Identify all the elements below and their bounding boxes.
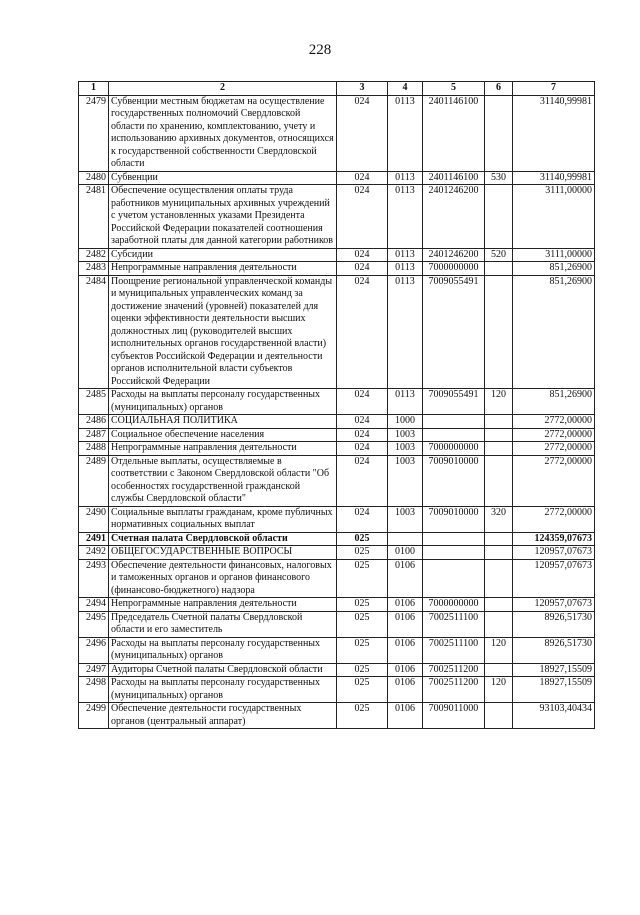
table-row bbox=[79, 546, 595, 560]
row-name: Расходы на выплаты персоналу государственных (муниципальных) органов bbox=[109, 677, 337, 703]
row-target-code: 2401146100 bbox=[423, 95, 485, 171]
row-section-code: 0106 bbox=[388, 637, 423, 663]
row-name: Субвенции bbox=[109, 171, 337, 185]
row-number: 2495 bbox=[79, 611, 109, 637]
table-row bbox=[79, 677, 595, 703]
row-target-code: 7002511100 bbox=[423, 611, 485, 637]
row-name: СОЦИАЛЬНАЯ ПОЛИТИКА bbox=[109, 415, 337, 429]
row-ministry-code: 024 bbox=[337, 185, 388, 249]
row-amount: 2772,00000 bbox=[513, 455, 595, 506]
row-name: Субсидии bbox=[109, 248, 337, 262]
row-ministry-code: 024 bbox=[337, 262, 388, 276]
row-name: Расходы на выплаты персоналу государственных (муниципальных) органов bbox=[109, 389, 337, 415]
row-section-code: 0106 bbox=[388, 611, 423, 637]
table-row bbox=[79, 506, 595, 532]
table-row bbox=[79, 598, 595, 612]
row-amount: 120957,07673 bbox=[513, 546, 595, 560]
table-row bbox=[79, 415, 595, 429]
row-target-code bbox=[423, 428, 485, 442]
row-target-code bbox=[423, 532, 485, 546]
table-row bbox=[79, 262, 595, 276]
row-number: 2482 bbox=[79, 248, 109, 262]
row-amount: 3111,00000 bbox=[513, 248, 595, 262]
table-row bbox=[79, 389, 595, 415]
row-section-code: 0106 bbox=[388, 677, 423, 703]
row-ministry-code: 025 bbox=[337, 546, 388, 560]
row-section-code: 0113 bbox=[388, 262, 423, 276]
row-ministry-code: 024 bbox=[337, 455, 388, 506]
row-target-code bbox=[423, 559, 485, 598]
table-row bbox=[79, 185, 595, 249]
row-expense-type-code: 120 bbox=[485, 637, 513, 663]
row-ministry-code: 025 bbox=[337, 532, 388, 546]
row-amount: 8926,51730 bbox=[513, 611, 595, 637]
row-section-code: 1003 bbox=[388, 442, 423, 456]
row-ministry-code: 025 bbox=[337, 559, 388, 598]
row-section-code: 1003 bbox=[388, 506, 423, 532]
row-ministry-code: 024 bbox=[337, 442, 388, 456]
row-number: 2481 bbox=[79, 185, 109, 249]
row-target-code: 7000000000 bbox=[423, 598, 485, 612]
column-header: 6 bbox=[485, 82, 513, 96]
row-expense-type-code bbox=[485, 262, 513, 276]
row-target-code: 7009011000 bbox=[423, 703, 485, 729]
table-header-row bbox=[79, 82, 595, 96]
row-amount: 2772,00000 bbox=[513, 506, 595, 532]
row-target-code: 7000000000 bbox=[423, 442, 485, 456]
table-row bbox=[79, 95, 595, 171]
row-amount: 851,26900 bbox=[513, 262, 595, 276]
row-name: Субвенции местным бюджетам на осуществление государственных полномочий Свердловской области по хранению, комплектованию, учету и использованию архивных документов, относящихся к государственной собственности Свердловской области bbox=[109, 95, 337, 171]
table-row bbox=[79, 428, 595, 442]
row-section-code: 0113 bbox=[388, 389, 423, 415]
row-amount: 2772,00000 bbox=[513, 428, 595, 442]
table-row bbox=[79, 559, 595, 598]
row-section-code: 1003 bbox=[388, 428, 423, 442]
row-target-code: 2401246200 bbox=[423, 185, 485, 249]
row-section-code: 1003 bbox=[388, 455, 423, 506]
row-expense-type-code bbox=[485, 185, 513, 249]
column-header: 3 bbox=[337, 82, 388, 96]
row-number: 2485 bbox=[79, 389, 109, 415]
row-expense-type-code: 520 bbox=[485, 248, 513, 262]
row-ministry-code: 025 bbox=[337, 598, 388, 612]
row-number: 2499 bbox=[79, 703, 109, 729]
row-expense-type-code: 530 bbox=[485, 171, 513, 185]
row-expense-type-code: 120 bbox=[485, 677, 513, 703]
row-name: Счетная палата Свердловской области bbox=[109, 532, 337, 546]
row-number: 2479 bbox=[79, 95, 109, 171]
table-row bbox=[79, 703, 595, 729]
table-row bbox=[79, 455, 595, 506]
row-name: Обеспечение деятельности государственных органов (центральный аппарат) bbox=[109, 703, 337, 729]
table-row bbox=[79, 442, 595, 456]
row-number: 2492 bbox=[79, 546, 109, 560]
row-section-code: 0106 bbox=[388, 703, 423, 729]
row-name: Обеспечение осуществления оплаты труда работников муниципальных архивных учреждений с учетом установленных указами Президента Российской Федерации показателей соотношения заработной платы для данной категории работников bbox=[109, 185, 337, 249]
row-section-code: 0113 bbox=[388, 248, 423, 262]
row-section-code: 1000 bbox=[388, 415, 423, 429]
row-amount: 31140,99981 bbox=[513, 95, 595, 171]
row-ministry-code: 024 bbox=[337, 506, 388, 532]
row-number: 2488 bbox=[79, 442, 109, 456]
row-amount: 120957,07673 bbox=[513, 559, 595, 598]
row-name: Аудиторы Счетной палаты Свердловской области bbox=[109, 663, 337, 677]
row-ministry-code: 025 bbox=[337, 637, 388, 663]
row-amount: 851,26900 bbox=[513, 275, 595, 389]
budget-table bbox=[78, 81, 595, 729]
row-number: 2494 bbox=[79, 598, 109, 612]
row-amount: 93103,40434 bbox=[513, 703, 595, 729]
row-target-code: 7009010000 bbox=[423, 506, 485, 532]
row-name: Непрограммные направления деятельности bbox=[109, 262, 337, 276]
row-ministry-code: 025 bbox=[337, 677, 388, 703]
row-number: 2496 bbox=[79, 637, 109, 663]
row-expense-type-code bbox=[485, 559, 513, 598]
row-section-code: 0106 bbox=[388, 598, 423, 612]
row-amount: 31140,99981 bbox=[513, 171, 595, 185]
row-ministry-code: 025 bbox=[337, 611, 388, 637]
row-amount: 124359,07673 bbox=[513, 532, 595, 546]
row-ministry-code: 025 bbox=[337, 703, 388, 729]
row-target-code: 7002511200 bbox=[423, 663, 485, 677]
row-amount: 18927,15509 bbox=[513, 677, 595, 703]
row-expense-type-code bbox=[485, 428, 513, 442]
table-row bbox=[79, 275, 595, 389]
row-expense-type-code bbox=[485, 598, 513, 612]
row-amount: 851,26900 bbox=[513, 389, 595, 415]
row-ministry-code: 024 bbox=[337, 248, 388, 262]
table-row bbox=[79, 248, 595, 262]
row-expense-type-code bbox=[485, 275, 513, 389]
row-target-code: 7002511100 bbox=[423, 637, 485, 663]
row-number: 2489 bbox=[79, 455, 109, 506]
row-section-code: 0106 bbox=[388, 663, 423, 677]
row-expense-type-code bbox=[485, 442, 513, 456]
row-ministry-code: 024 bbox=[337, 389, 388, 415]
row-section-code: 0113 bbox=[388, 185, 423, 249]
row-ministry-code: 024 bbox=[337, 95, 388, 171]
row-expense-type-code bbox=[485, 415, 513, 429]
row-number: 2480 bbox=[79, 171, 109, 185]
column-header: 5 bbox=[423, 82, 485, 96]
row-name: Социальное обеспечение населения bbox=[109, 428, 337, 442]
row-target-code: 7000000000 bbox=[423, 262, 485, 276]
row-expense-type-code: 120 bbox=[485, 389, 513, 415]
row-amount: 18927,15509 bbox=[513, 663, 595, 677]
row-ministry-code: 025 bbox=[337, 663, 388, 677]
row-amount: 120957,07673 bbox=[513, 598, 595, 612]
row-target-code bbox=[423, 546, 485, 560]
row-ministry-code: 024 bbox=[337, 275, 388, 389]
column-header: 1 bbox=[79, 82, 109, 96]
column-header: 2 bbox=[109, 82, 337, 96]
row-number: 2497 bbox=[79, 663, 109, 677]
page-number: 228 bbox=[308, 42, 332, 58]
row-target-code bbox=[423, 415, 485, 429]
table-row bbox=[79, 611, 595, 637]
row-name: Отдельные выплаты, осуществляемые в соответствии с Законом Свердловской области "Об особенностях государственной гражданской службы Свердловской области" bbox=[109, 455, 337, 506]
column-header: 7 bbox=[513, 82, 595, 96]
row-name: Председатель Счетной палаты Свердловской области и его заместитель bbox=[109, 611, 337, 637]
row-expense-type-code bbox=[485, 703, 513, 729]
row-expense-type-code bbox=[485, 455, 513, 506]
row-section-code: 0113 bbox=[388, 275, 423, 389]
row-number: 2484 bbox=[79, 275, 109, 389]
row-number: 2490 bbox=[79, 506, 109, 532]
table-row bbox=[79, 171, 595, 185]
row-name: Обеспечение деятельности финансовых, налоговых и таможенных органов и органов финансового (финансово-бюджетного) надзора bbox=[109, 559, 337, 598]
table-row bbox=[79, 637, 595, 663]
row-name: Непрограммные направления деятельности bbox=[109, 598, 337, 612]
row-ministry-code: 024 bbox=[337, 415, 388, 429]
row-target-code: 2401246200 bbox=[423, 248, 485, 262]
row-name: ОБЩЕГОСУДАРСТВЕННЫЕ ВОПРОСЫ bbox=[109, 546, 337, 560]
row-target-code: 7009055491 bbox=[423, 389, 485, 415]
row-section-code: 0106 bbox=[388, 559, 423, 598]
row-expense-type-code bbox=[485, 611, 513, 637]
row-target-code: 2401146100 bbox=[423, 171, 485, 185]
row-section-code: 0113 bbox=[388, 171, 423, 185]
row-section-code: 0100 bbox=[388, 546, 423, 560]
table-row bbox=[79, 663, 595, 677]
row-section-code: 0113 bbox=[388, 95, 423, 171]
row-amount: 2772,00000 bbox=[513, 442, 595, 456]
row-target-code: 7009010000 bbox=[423, 455, 485, 506]
row-name: Непрограммные направления деятельности bbox=[109, 442, 337, 456]
row-number: 2491 bbox=[79, 532, 109, 546]
row-name: Социальные выплаты гражданам, кроме публичных нормативных социальных выплат bbox=[109, 506, 337, 532]
row-expense-type-code bbox=[485, 663, 513, 677]
row-expense-type-code bbox=[485, 95, 513, 171]
column-header: 4 bbox=[388, 82, 423, 96]
row-ministry-code: 024 bbox=[337, 428, 388, 442]
row-expense-type-code bbox=[485, 532, 513, 546]
row-expense-type-code bbox=[485, 546, 513, 560]
row-number: 2483 bbox=[79, 262, 109, 276]
row-number: 2498 bbox=[79, 677, 109, 703]
row-expense-type-code: 320 bbox=[485, 506, 513, 532]
row-amount: 3111,00000 bbox=[513, 185, 595, 249]
row-amount: 2772,00000 bbox=[513, 415, 595, 429]
row-ministry-code: 024 bbox=[337, 171, 388, 185]
row-amount: 8926,51730 bbox=[513, 637, 595, 663]
table-row bbox=[79, 532, 595, 546]
row-number: 2486 bbox=[79, 415, 109, 429]
row-name: Расходы на выплаты персоналу государственных (муниципальных) органов bbox=[109, 637, 337, 663]
row-section-code bbox=[388, 532, 423, 546]
row-target-code: 7002511200 bbox=[423, 677, 485, 703]
row-name: Поощрение региональной управленческой команды и муниципальных управленческих команд за достижение значений (уровней) показателей для оценки эффективности деятельности высших должностных лиц (руководителей высших исполнительных органов государственной власти) субъектов Российской Федерации и деятельности органов исполнительной власти субъектов Российской Федерации bbox=[109, 275, 337, 389]
row-target-code: 7009055491 bbox=[423, 275, 485, 389]
row-number: 2493 bbox=[79, 559, 109, 598]
row-number: 2487 bbox=[79, 428, 109, 442]
